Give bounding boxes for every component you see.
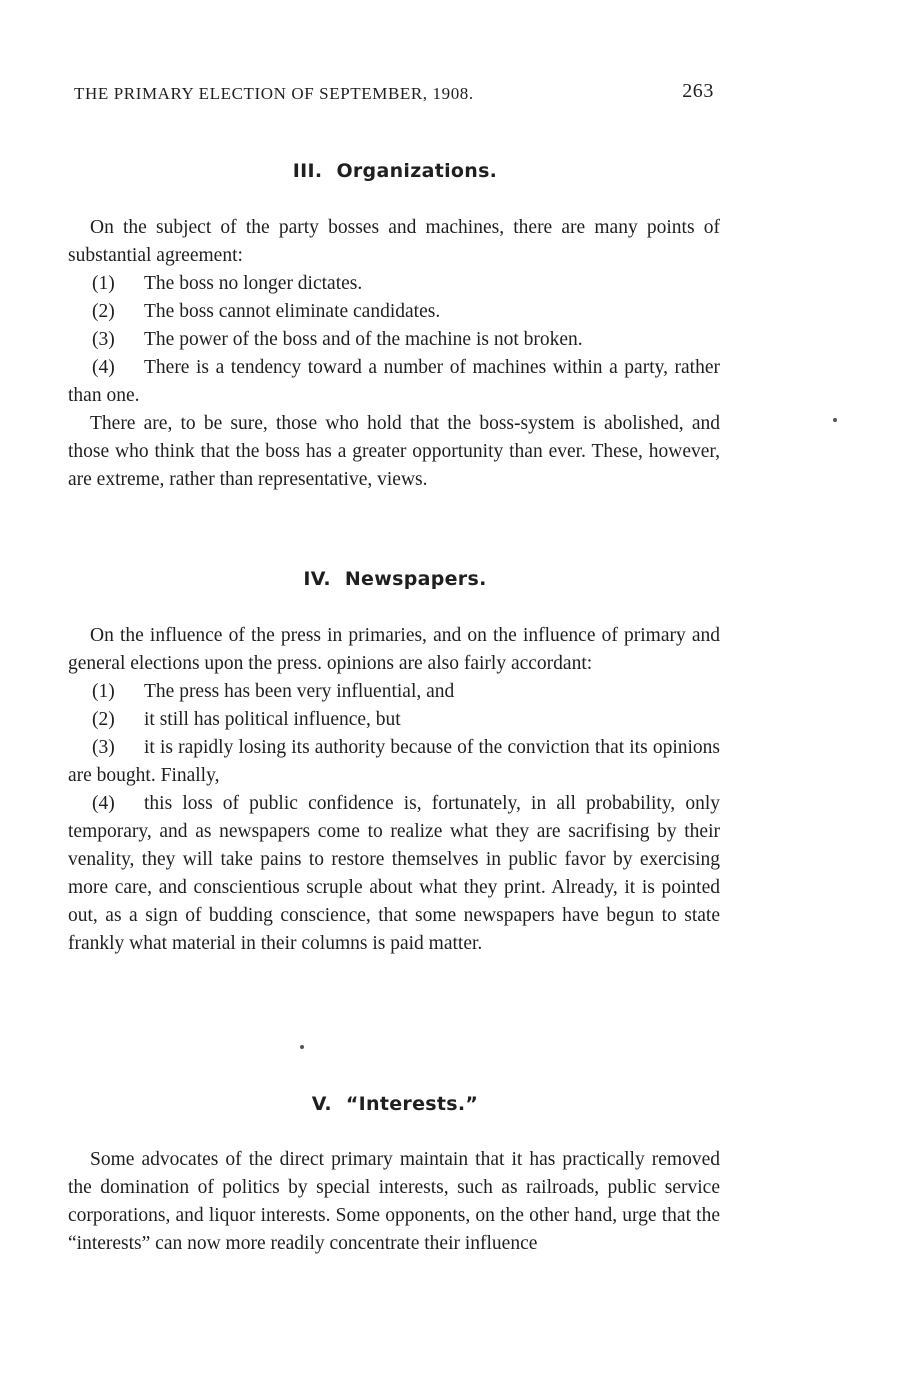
- section-body-interests: [68, 1146, 720, 1258]
- running-head: [74, 80, 720, 108]
- paragraph-intro: On the influence of the press in primaries, and on the influence of primary and general elections upon the press. opinions are also fairly accordant:: [68, 625, 720, 674]
- section-numeral: III.: [292, 160, 323, 182]
- section-heading-interests: [68, 1093, 722, 1115]
- list-item: (3) The power of the boss and of the machine is not broken.: [92, 329, 583, 350]
- section-body-organizations: [68, 214, 720, 494]
- running-title: THE PRIMARY ELECTION OF SEPTEMBER, 1908.: [74, 84, 474, 103]
- page-number: 263: [682, 80, 714, 102]
- section-numeral: IV.: [303, 568, 331, 590]
- paragraph-intro: On the subject of the party bosses and machines, there are many points of substantial agreement:: [68, 217, 720, 266]
- list-item: (4) There is a tendency toward a number of machines within a party, rather than one.: [68, 357, 720, 406]
- section-heading-newspapers: [68, 568, 722, 590]
- paragraph-closing: There are, to be sure, those who hold that the boss-system is abolished, and those who think that the boss has a greater opportunity than ever. These, however, are extreme, rather than representative, views.: [68, 413, 720, 490]
- section-numeral: V.: [311, 1093, 332, 1115]
- section-heading-organizations: [68, 160, 722, 182]
- section-title: Organizations.: [336, 160, 498, 182]
- list-item: (2) it still has political influence, but: [92, 709, 401, 730]
- print-speck: [300, 1045, 304, 1049]
- section-title: Newspapers.: [344, 568, 487, 590]
- list-item: (2) The boss cannot eliminate candidates.: [92, 301, 441, 322]
- section-title: “Interests.”: [345, 1093, 479, 1115]
- section-body-newspapers: [68, 622, 720, 958]
- paragraph-body: Some advocates of the direct primary maintain that it has practically removed the domination of politics by special interests, such as railroads, public service corporations, and liquor interests. Some opponents, on the other hand, urge that the “interests” can now more readily concentrate their influence: [68, 1149, 720, 1254]
- print-speck: [833, 418, 837, 422]
- list-item: (3) it is rapidly losing its authority because of the conviction that its opinions are bought. Finally,: [68, 737, 720, 786]
- list-item: (4) this loss of public confidence is, fortunately, in all probability, only temporary, and as newspapers come to realize what they are sacrifising by their venality, they will take pains to restore themselves in public favor by exercising more care, and conscientious scruple about what they print. Already, it is pointed out, as a sign of budding conscience, that some newspapers have begun to state frankly what material in their columns is paid matter.: [68, 793, 720, 954]
- list-item: (1) The boss no longer dictates.: [92, 273, 363, 294]
- list-item: (1) The press has been very influential, and: [92, 681, 455, 702]
